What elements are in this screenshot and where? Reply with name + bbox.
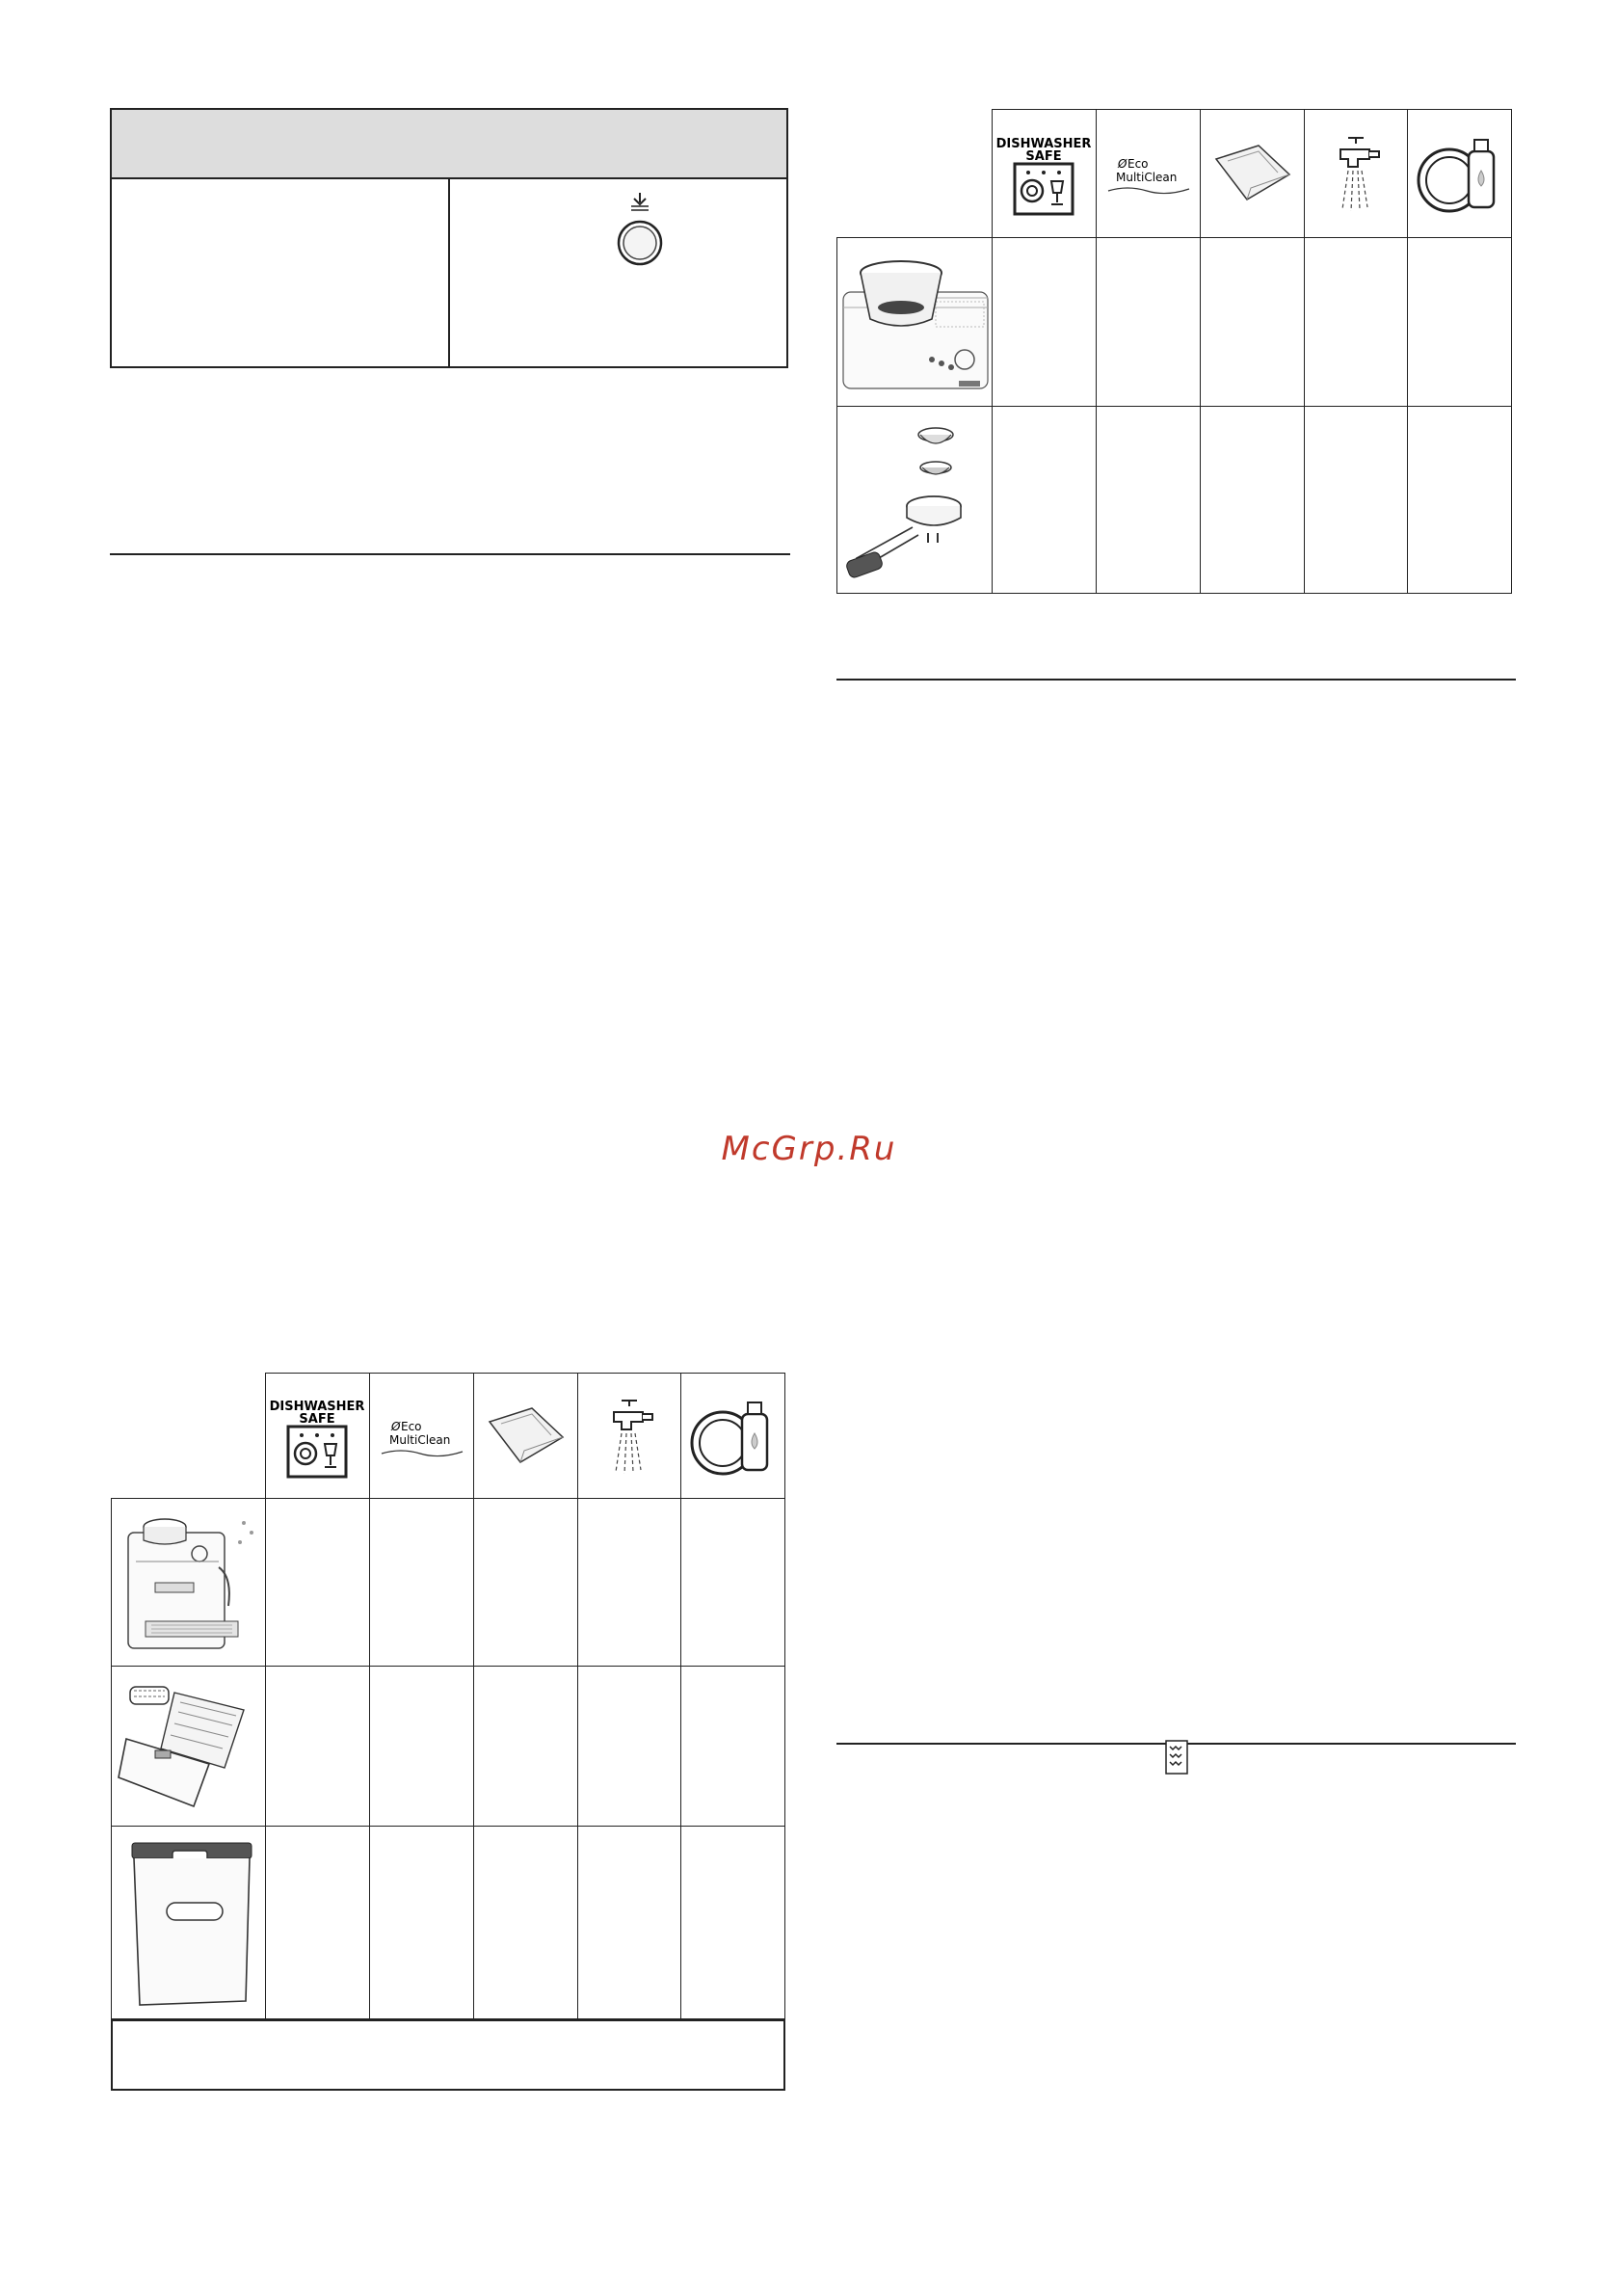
drip-tray-image [112, 1667, 266, 1827]
plate-detergent-icon [680, 1374, 784, 1499]
cell [1096, 407, 1200, 594]
cell [369, 1499, 473, 1667]
top-left-table [110, 108, 788, 368]
water-tank-image [112, 1827, 266, 2019]
steam-button-icon [613, 189, 667, 295]
tap-water-icon [577, 1374, 680, 1499]
cell [1304, 407, 1407, 594]
cell [680, 1827, 784, 2019]
svg-text:SAFE: SAFE [299, 1411, 335, 1427]
water-filter-icon [1164, 1739, 1189, 1777]
cell [266, 1667, 370, 1827]
cell [473, 1667, 577, 1827]
watermark: McGrp.Ru [721, 1130, 897, 1168]
svg-text:DISHWASHER: DISHWASHER [269, 1399, 365, 1414]
svg-text:MultiClean: MultiClean [389, 1432, 451, 1447]
cloth-icon [473, 1374, 577, 1499]
corner-cell [837, 110, 993, 238]
tap-water-icon [1304, 110, 1407, 238]
bottom-left-cleaning-table [111, 1373, 785, 2019]
cell [1407, 238, 1511, 407]
svg-text:Eco: Eco [1127, 157, 1149, 171]
plate-detergent-icon [1407, 110, 1511, 238]
corner-cell [112, 1374, 266, 1499]
cell [993, 238, 1097, 407]
svg-text:Eco: Eco [401, 1419, 422, 1433]
eco-multiclean-icon [369, 1374, 473, 1499]
cloth-icon [1200, 110, 1304, 238]
bottom-left-table-footer [111, 2018, 785, 2091]
cell [1200, 407, 1304, 594]
cell [473, 1499, 577, 1667]
svg-text:MultiClean: MultiClean [1116, 171, 1178, 184]
dishwasher-safe-icon [993, 110, 1097, 238]
svg-text:DISHWASHER: DISHWASHER [995, 137, 1092, 151]
cell [369, 1827, 473, 2019]
cell [577, 1667, 680, 1827]
cell [680, 1667, 784, 1827]
cell [577, 1499, 680, 1667]
portafilter-baskets-image [837, 407, 993, 594]
dishwasher-safe-icon [266, 1374, 370, 1499]
eco-multiclean-icon [1096, 110, 1200, 238]
cell [1200, 238, 1304, 407]
cell [473, 1827, 577, 2019]
top-left-rule [110, 553, 790, 555]
cell [1304, 238, 1407, 407]
svg-text:Ø: Ø [391, 1419, 401, 1433]
svg-text:SAFE: SAFE [1025, 149, 1062, 164]
cell [369, 1667, 473, 1827]
cell [1407, 407, 1511, 594]
top-right-cleaning-table [836, 109, 1512, 594]
cell [577, 1827, 680, 2019]
cell [680, 1499, 784, 1667]
top-left-table-divider [448, 179, 450, 366]
cell [266, 1827, 370, 2019]
top-right-rule [836, 679, 1516, 681]
svg-text:Ø: Ø [1118, 157, 1127, 171]
cell [266, 1499, 370, 1667]
cell [993, 407, 1097, 594]
top-left-table-header [112, 110, 786, 179]
espresso-machine-image [112, 1499, 266, 1667]
cell [1096, 238, 1200, 407]
grinder-hopper-image [837, 238, 993, 407]
